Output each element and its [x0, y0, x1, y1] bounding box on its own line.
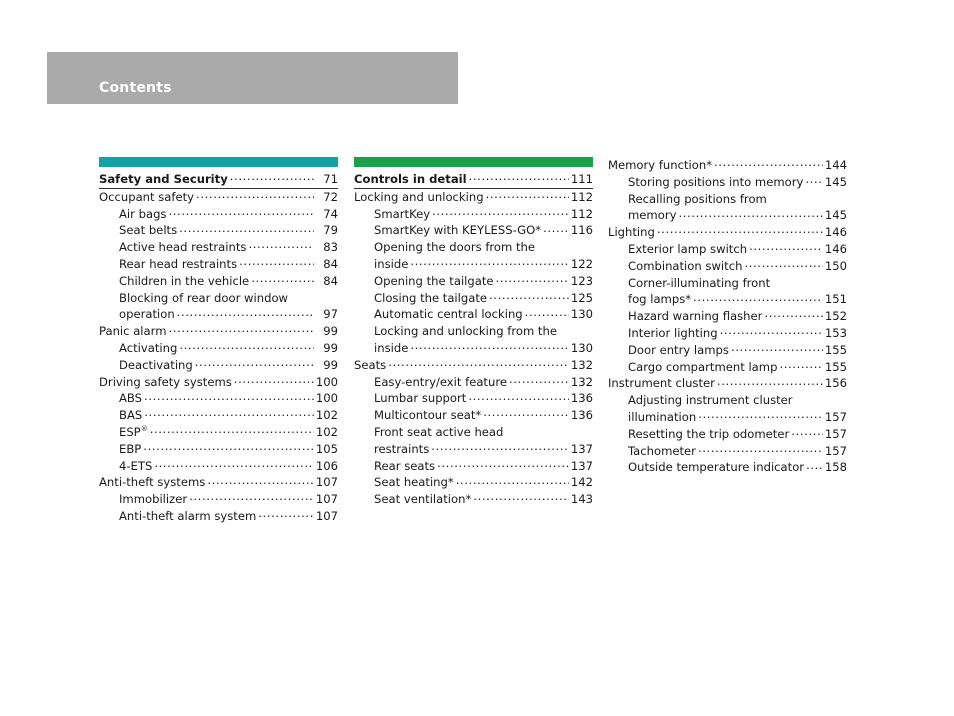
registered-mark: ® [140, 425, 148, 434]
toc-column-3 [608, 157, 847, 476]
page-number: 107 [315, 475, 338, 490]
toc-entry-title-line1: Front seat active head [374, 424, 504, 439]
toc-entry[interactable] [608, 375, 847, 392]
dot-leader [230, 171, 314, 183]
toc-entry[interactable] [99, 441, 338, 458]
dot-leader [509, 374, 569, 386]
page-number: 84 [323, 256, 338, 271]
page-number: 122 [570, 256, 593, 271]
dot-leader [749, 241, 823, 253]
dot-leader [144, 408, 314, 420]
dot-leader [456, 475, 569, 487]
dot-leader [806, 460, 823, 472]
dot-leader [657, 225, 823, 237]
toc-list [99, 171, 338, 525]
dot-leader [717, 376, 823, 388]
page-number: 112 [570, 206, 593, 221]
page-number: 72 [323, 189, 338, 204]
toc-entry[interactable] [99, 474, 338, 491]
page-number: 123 [570, 273, 593, 288]
toc-entry-title: Closing the tailgate [374, 290, 488, 305]
dot-leader [525, 307, 569, 319]
toc-entry-title: memory [628, 208, 677, 223]
page-number: 99 [323, 357, 338, 372]
dot-leader [469, 171, 569, 183]
toc-entry-title: Controls in detail [354, 172, 467, 186]
toc-section-heading[interactable] [99, 171, 338, 189]
toc-entry-title: Safety and Security [99, 172, 228, 186]
toc-entry-title-line1: Recalling positions from [628, 191, 767, 206]
page-number: 157 [824, 409, 847, 424]
page-number: 137 [570, 441, 593, 456]
toc-entry[interactable] [99, 458, 338, 475]
toc-entry[interactable] [99, 273, 338, 290]
toc-entry[interactable] [99, 357, 338, 374]
toc-entry[interactable] [354, 306, 593, 323]
toc-entry-title: Driving safety systems [99, 374, 232, 389]
dot-leader [779, 359, 822, 371]
toc-entry[interactable] [354, 474, 593, 491]
dot-leader [207, 475, 314, 487]
toc-entry-title: SmartKey [374, 206, 431, 221]
toc-entry-title: Cargo compartment lamp [628, 359, 778, 374]
dot-leader [251, 273, 314, 285]
toc-entry-title: Multicontour seat* [374, 408, 482, 423]
page-number: 152 [824, 309, 847, 324]
page-number: 84 [323, 273, 338, 288]
dot-leader [169, 324, 315, 336]
toc-entry[interactable] [608, 342, 847, 359]
toc-entry[interactable] [99, 424, 338, 441]
toc-entry-title: Anti-theft alarm system [119, 508, 257, 523]
page-number: 107 [315, 508, 338, 523]
page-number: 132 [570, 357, 593, 372]
toc-entry[interactable] [608, 359, 847, 376]
page-number: 74 [323, 206, 338, 221]
page-number: 107 [315, 492, 338, 507]
dot-leader [234, 374, 314, 386]
page-number: 116 [570, 223, 593, 238]
toc-entry-title: Seats [354, 357, 387, 372]
toc-entry[interactable] [99, 239, 338, 256]
toc-entry[interactable] [354, 491, 593, 508]
toc-column-1 [99, 157, 338, 525]
toc-entry-title: Tachometer [628, 443, 696, 458]
toc-entry[interactable] [608, 157, 847, 174]
header-band [47, 52, 458, 104]
toc-entry-title-line1: Locking and unlocking from the [374, 324, 557, 339]
toc-entry-title: Locking and unlocking [354, 189, 484, 204]
toc-entry-title: illumination [628, 409, 697, 424]
toc-entry[interactable] [99, 206, 338, 223]
dot-leader [258, 508, 314, 520]
toc-entry-title-line1: Blocking of rear door window [119, 290, 289, 305]
toc-entry-title: SmartKey with KEYLESS-GO* [374, 223, 542, 238]
toc-entry[interactable] [608, 258, 847, 275]
toc-entry[interactable] [354, 390, 593, 407]
page-number: 143 [570, 492, 593, 507]
toc-entry[interactable] [99, 491, 338, 508]
toc-column-2 [354, 157, 593, 508]
toc-entry[interactable] [608, 241, 847, 258]
page-number: 106 [315, 458, 338, 473]
toc-entry[interactable] [99, 323, 338, 340]
section-bar-controls [354, 157, 593, 167]
page-number: 158 [824, 460, 847, 475]
toc-entry[interactable] [354, 239, 593, 273]
page-number: 71 [323, 172, 338, 186]
dot-leader [714, 157, 823, 169]
toc-entry-title: Occupant safety [99, 189, 195, 204]
toc-entry[interactable] [608, 191, 847, 225]
toc-entry[interactable] [354, 222, 593, 239]
toc-entry-title: Storing positions into memory [628, 174, 804, 189]
toc-entry[interactable] [99, 290, 338, 324]
toc-entry[interactable] [354, 290, 593, 307]
page-number: 99 [323, 324, 338, 339]
dot-leader [144, 391, 314, 403]
toc-entry[interactable] [354, 273, 593, 290]
page-number: 125 [570, 290, 593, 305]
toc-entry-title: Automatic central locking [374, 307, 523, 322]
toc-entry-title: operation [119, 307, 175, 322]
dot-leader [805, 174, 822, 186]
dot-leader [468, 391, 569, 403]
page-number: 145 [824, 208, 847, 223]
toc-entry[interactable] [354, 323, 593, 357]
page-number: 100 [315, 391, 338, 406]
toc-entry-title: Instrument cluster [608, 376, 715, 391]
page-number: 130 [570, 340, 593, 355]
toc-entry[interactable] [608, 426, 847, 443]
toc-entry-title: Seat belts [119, 223, 178, 238]
toc-entry-title: Door entry lamps [628, 342, 729, 357]
dot-leader [431, 441, 569, 453]
page-number: 153 [824, 325, 847, 340]
toc-entry-title: restraints [374, 441, 430, 456]
toc-entry-title: Hazard warning flasher [628, 309, 763, 324]
page-number: 157 [824, 443, 847, 458]
toc-entry[interactable] [99, 222, 338, 239]
dot-leader [432, 206, 569, 218]
toc-entry[interactable] [354, 374, 593, 391]
page-number: 155 [824, 342, 847, 357]
toc-entry[interactable] [608, 308, 847, 325]
toc-entry-title: Deactivating [119, 357, 193, 372]
dot-leader [698, 409, 823, 421]
toc-entry[interactable] [354, 189, 593, 206]
page-number: 136 [570, 391, 593, 406]
toc-entry-title: 4-ETS [119, 458, 153, 473]
toc-entry-title: EBP [119, 441, 142, 456]
toc-entry-title: Memory function* [608, 158, 712, 172]
toc-entry-title: Outside temperature indicator [628, 460, 805, 475]
toc-entry-title: Seat ventilation* [374, 492, 472, 507]
toc-list [354, 171, 593, 508]
dot-leader [410, 256, 569, 268]
dot-leader [179, 223, 314, 235]
toc-entry[interactable] [608, 275, 847, 309]
page-number: 146 [824, 241, 847, 256]
page-number: 102 [315, 424, 338, 439]
dot-leader [744, 258, 822, 270]
page-number: 145 [824, 174, 847, 189]
toc-entry[interactable] [354, 458, 593, 475]
page-number: 144 [824, 158, 847, 172]
toc-entry-title: Rear head restraints [119, 256, 238, 271]
dot-leader [791, 426, 823, 438]
toc-entry-title: Opening the tailgate [374, 273, 494, 288]
toc-entry[interactable] [99, 390, 338, 407]
toc-entry-title: Lighting [608, 225, 655, 240]
dot-leader [195, 357, 314, 369]
page-number: 130 [570, 307, 593, 322]
toc-entry-title: Active head restraints [119, 240, 247, 255]
toc-entry-title: inside [374, 256, 409, 271]
toc-entry-title: ABS [119, 391, 143, 406]
page-number: 151 [824, 292, 847, 307]
toc-entry-title: Seat heating* [374, 475, 454, 490]
dot-leader [177, 307, 314, 319]
toc-entry-title-line1: Corner-illuminating front [628, 275, 771, 290]
toc-entry[interactable] [99, 256, 338, 273]
toc-entry[interactable] [99, 189, 338, 206]
toc-entry-title: ESP® [119, 424, 148, 439]
toc-entry-title: fog lamps* [628, 292, 692, 307]
dot-leader [473, 492, 569, 504]
page-number: 132 [570, 374, 593, 389]
page-number: 99 [323, 340, 338, 355]
toc-entry-title: Interior lighting [628, 325, 718, 340]
toc-entry[interactable] [354, 357, 593, 374]
toc-entry-title: Air bags [119, 206, 167, 221]
dot-leader [489, 290, 569, 302]
toc-entry-title: inside [374, 340, 409, 355]
dot-leader [154, 458, 314, 470]
dot-leader [693, 292, 823, 304]
toc-entry[interactable] [608, 325, 847, 342]
toc-entry[interactable] [608, 224, 847, 241]
dot-leader [720, 325, 823, 337]
dot-leader [731, 342, 823, 354]
toc-entry-title: Combination switch [628, 258, 743, 273]
dot-leader [248, 240, 314, 252]
dot-leader [437, 458, 569, 470]
toc-entry[interactable] [608, 459, 847, 476]
toc-entry[interactable] [354, 407, 593, 424]
page-number: 142 [570, 475, 593, 490]
toc-entry-title: Rear seats [374, 458, 436, 473]
dot-leader [698, 443, 823, 455]
dot-leader [150, 424, 314, 436]
page-number: 111 [570, 172, 593, 186]
toc-entry[interactable] [99, 374, 338, 391]
toc-entry-title: Easy-entry/exit feature [374, 374, 507, 389]
page-number: 137 [570, 458, 593, 473]
page-number: 83 [323, 240, 338, 255]
toc-entry[interactable] [354, 206, 593, 223]
toc-entry-title: Resetting the trip odometer [628, 426, 790, 441]
page-title: Contents [99, 80, 172, 96]
dot-leader [239, 256, 314, 268]
page-number: 112 [570, 189, 593, 204]
toc-entry-title: Activating [119, 340, 178, 355]
dot-leader [388, 357, 569, 369]
page-number: 105 [315, 441, 338, 456]
dot-leader [483, 408, 569, 420]
dot-leader [486, 189, 569, 201]
section-bar-safety [99, 157, 338, 167]
dot-leader [496, 273, 569, 285]
dot-leader [189, 492, 314, 504]
page-number: 150 [824, 258, 847, 273]
page-number: 136 [570, 408, 593, 423]
dot-leader [179, 340, 314, 352]
toc-entry-title-line1: Adjusting instrument cluster [628, 393, 793, 408]
toc-entry[interactable] [99, 508, 338, 525]
toc-entry[interactable] [608, 174, 847, 191]
dot-leader [678, 208, 822, 220]
toc-entry[interactable] [99, 340, 338, 357]
toc-entry-title: Immobilizer [119, 492, 188, 507]
page-number: 97 [323, 307, 338, 322]
toc-entry-title: BAS [119, 408, 143, 423]
page-number: 157 [824, 426, 847, 441]
toc-list [608, 157, 847, 476]
toc-entry-title: Lumbar support [374, 391, 467, 406]
dot-leader [764, 309, 822, 321]
toc-entry-title: Anti-theft systems [99, 475, 206, 490]
toc-entry[interactable] [608, 392, 847, 426]
toc-entry[interactable] [99, 407, 338, 424]
page-number: 79 [323, 223, 338, 238]
toc-section-heading[interactable] [354, 171, 593, 189]
toc-entry-title: Exterior lamp switch [628, 241, 748, 256]
page-number: 146 [824, 225, 847, 240]
toc-entry-title: Panic alarm [99, 324, 167, 339]
dot-leader [143, 441, 314, 453]
page-number: 156 [824, 376, 847, 391]
page-number: 100 [315, 374, 338, 389]
dot-leader [543, 223, 569, 235]
dot-leader [196, 189, 314, 201]
toc-entry-title-line1: Opening the doors from the [374, 240, 536, 255]
toc-entry-title: Children in the vehicle [119, 273, 250, 288]
dot-leader [410, 340, 569, 352]
toc-entry[interactable] [354, 424, 593, 458]
toc-entry[interactable] [608, 443, 847, 460]
dot-leader [168, 206, 314, 218]
page-number: 155 [824, 359, 847, 374]
page-number: 102 [315, 408, 338, 423]
